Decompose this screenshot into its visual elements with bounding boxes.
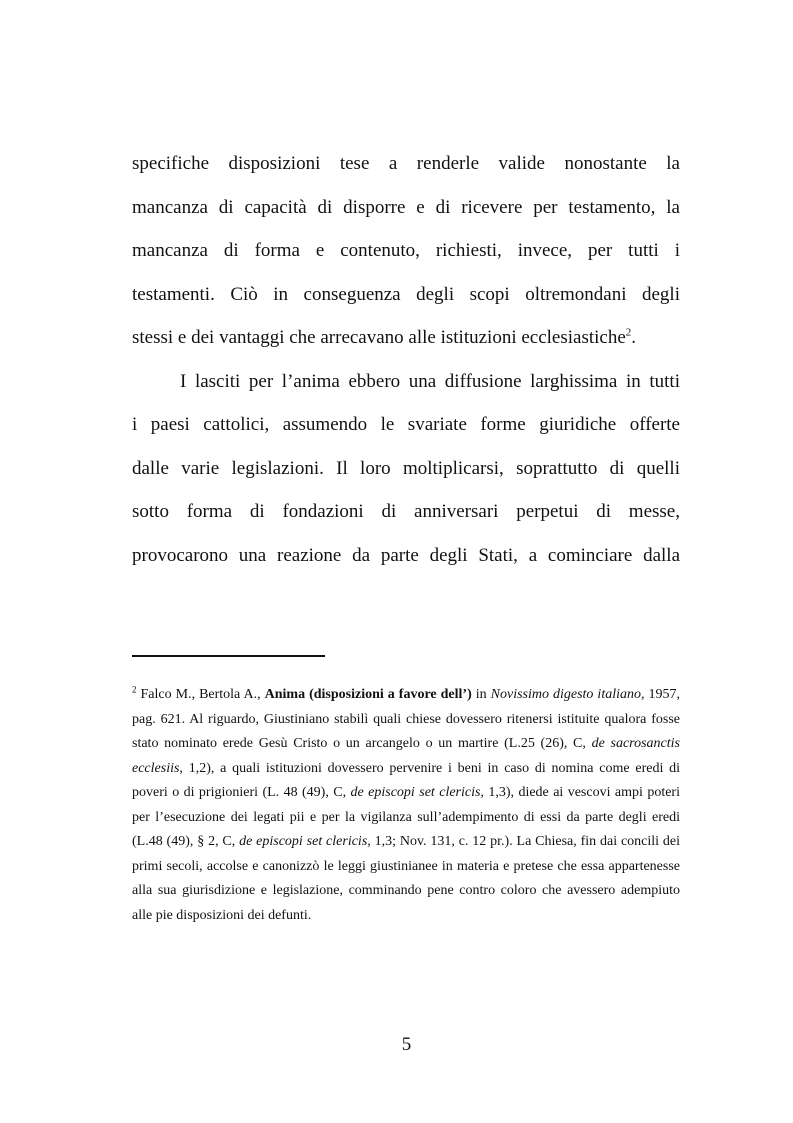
text-line: sotto forma di fondazioni di anniversari perpetui di messe, — [132, 501, 680, 522]
footnote-text: 1957, pag. 621. Al riguardo, Giustiniano stabilì quali chiese dovessero ritenersi istituite qualora fosse stato nominato erede Gesù Cristo o un arcangelo o un martire (L.25 (26), C, — [132, 687, 681, 751]
page-number: 5 — [401, 1034, 412, 1055]
footnote-source: Novissimo digesto italiano, — [490, 687, 645, 702]
footnote-text: 1,2), a quali istituzioni dovessero pervenire i beni in caso di nomina come eredi di poveri o di prigionieri (L. 48 (49), C, — [132, 760, 680, 800]
footnote-italic: de sacrosanctis ecclesiis, — [132, 736, 680, 776]
text-fragment: stessi e dei vantaggi che arrecavano alle istituzioni ecclesiastiche — [132, 327, 626, 348]
footnote-italic: de episcopi set clericis, — [239, 834, 371, 849]
footnote-separator — [132, 655, 325, 657]
text-line — [132, 316, 680, 360]
text-fragment: . — [631, 327, 637, 348]
footnote-author: Falco M., Bertola A., — [136, 687, 265, 702]
footnote-text: 1,3), diede ai vescovi ampi poteri per l’esecuzione dei legati pii e per la vigilanza sull’adempimento di essi da parte degli eredi (L.48 (49), § 2, C, — [132, 785, 680, 849]
text-line: provocarono una reazione da parte degli Stati, a cominciare dalla — [132, 544, 680, 566]
text-line: dalle varie legislazioni. Il loro moltiplicarsi, soprattutto di quelli — [132, 457, 680, 479]
text-line: specifiche disposizioni tese a renderle valide nonostante la — [132, 153, 680, 174]
text-line: mancanza di forma e contenuto, richiesti, invece, per tutti i — [132, 240, 680, 261]
text-line: I lasciti per l’anima ebbero una diffusione larghissima in tutti — [180, 370, 680, 392]
text-line: i paesi cattolici, assumendo le svariate forme giuridiche offerte — [132, 414, 680, 435]
body-text — [132, 142, 680, 577]
paragraph-2 — [132, 360, 680, 578]
paragraph-1 — [132, 142, 680, 360]
footnote-italic: de episcopi set clericis, — [350, 785, 484, 800]
footnote-reference[interactable]: 2 — [625, 326, 632, 339]
text-line: mancanza di capacità di disporre e di ricevere per testamento, la — [132, 196, 680, 218]
footnote-number: 2 — [132, 684, 137, 695]
footnote-text: 1,3; Nov. 131, c. 12 pr.). La Chiesa, fin dai concili dei primi secoli, accolse e canonizzò le leggi giustinianee in materia e pretese che essa appartenesse alla sua giurisdizione e legislazione, comminando pene contro coloro che avessero adempiuto alle pie disposizioni dei defunti. — [132, 834, 680, 923]
footnote — [132, 683, 680, 928]
footnote-text: in — [471, 687, 491, 702]
text-line: testamenti. Ciò in conseguenza degli scopi oltremondani degli — [132, 283, 680, 305]
footnote-title: Anima (disposizioni a favore dell’) — [264, 687, 472, 702]
